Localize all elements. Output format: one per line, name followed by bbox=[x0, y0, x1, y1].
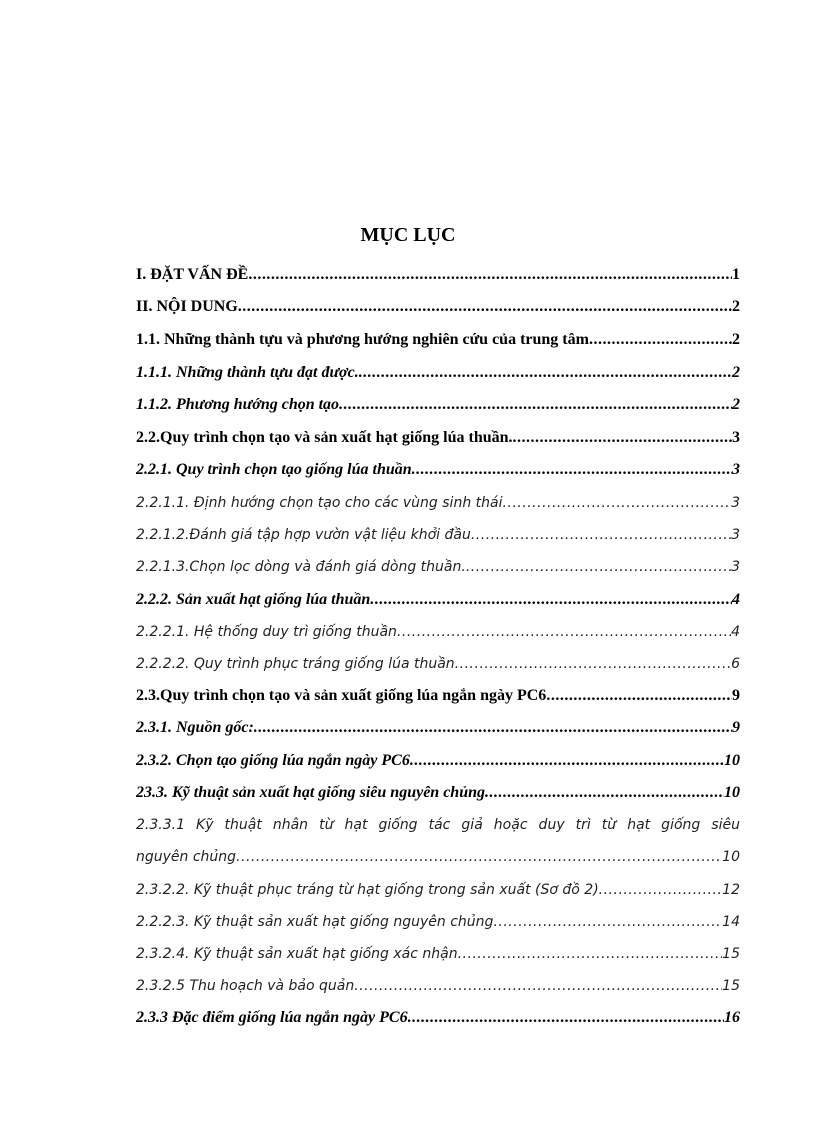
toc-entry bbox=[136, 879, 740, 901]
toc-entry-text: 1.1.2. Phương hướng chọn tạo bbox=[136, 396, 340, 413]
page-title: MỤC LỤC bbox=[360, 224, 456, 246]
toc-entry bbox=[136, 362, 740, 384]
toc-entry-page: 6 bbox=[731, 656, 740, 672]
toc-entry-text: 1.1. Những thành tựu và phương hướng nghiên cứu của trung tâm bbox=[136, 331, 589, 348]
toc-entry bbox=[136, 621, 740, 643]
toc-entry bbox=[136, 685, 740, 707]
toc-entry-text: 2.3.3 Đặc điểm giống lúa ngắn ngày PC6 bbox=[136, 1009, 408, 1026]
toc-leader-dots bbox=[471, 524, 731, 546]
toc-entry-page: 3 bbox=[732, 429, 740, 446]
toc-entry-page: 3 bbox=[732, 461, 740, 478]
toc-leader-dots bbox=[458, 943, 723, 965]
toc-leader-dots bbox=[359, 362, 732, 384]
toc-entry-page: 15 bbox=[722, 978, 740, 994]
toc-entry-text: 2.3.Quy trình chọn tạo và sản xuất giống lúa ngắn ngày PC6 bbox=[136, 687, 547, 704]
toc-entry-text: 2.2.Quy trình chọn tạo và sản xuất hạt giống lúa thuần. bbox=[136, 429, 513, 446]
toc-leader-dots bbox=[513, 427, 732, 449]
toc-entry-text: 2.3.2.5 Thu hoạch và bảo quản bbox=[136, 978, 355, 994]
toc-leader-dots bbox=[236, 846, 722, 868]
toc-leader-dots bbox=[546, 685, 732, 707]
toc-leader-dots bbox=[408, 1007, 724, 1029]
toc-entry bbox=[136, 846, 740, 868]
toc-entry-page: 10 bbox=[724, 784, 740, 801]
toc-entry-text: II. NỘI DUNG bbox=[136, 298, 238, 315]
toc-entry-first-line: 2.3.3.1 Kỹ thuật nhân từ hạt giống tác giả hoặc duy trì từ hạt giống siêu bbox=[136, 817, 740, 833]
toc-entry-text: 2.2.2.3. Kỹ thuật sản xuất hạt giống nguyên chủng bbox=[136, 914, 494, 930]
toc-entry-page: 3 bbox=[731, 495, 740, 511]
toc-entry-text: 2.2.1.2.Đánh giá tập hợp vườn vật liệu khởi đầu bbox=[136, 527, 471, 543]
toc-entry-page: 3 bbox=[731, 527, 740, 543]
toc-entry bbox=[136, 782, 740, 804]
toc-entry bbox=[136, 329, 740, 351]
toc-leader-dots bbox=[599, 879, 723, 901]
toc-leader-dots bbox=[493, 911, 722, 933]
toc-leader-dots bbox=[254, 717, 732, 739]
toc-entry-page: 9 bbox=[732, 687, 740, 704]
toc-entry-page: 16 bbox=[724, 1009, 740, 1026]
toc-entry-page: 2 bbox=[732, 396, 740, 413]
toc-entry bbox=[136, 750, 740, 772]
toc-leader-dots bbox=[466, 556, 731, 578]
toc-entry-text: 2.2.2. Sản xuất hạt giống lúa thuần bbox=[136, 591, 371, 608]
toc-entry-text: 23.3. Kỹ thuật sản xuất hạt giống siêu nguyên chủng bbox=[136, 784, 485, 801]
toc-entry bbox=[136, 492, 740, 514]
toc-entry bbox=[136, 589, 740, 611]
toc-entry-page: 3 bbox=[731, 559, 740, 575]
toc-entry bbox=[136, 975, 740, 997]
toc-entry-page: 12 bbox=[722, 882, 740, 898]
toc-entry-text: 2.2.2.2. Quy trình phục tráng giống lúa thuần bbox=[136, 656, 455, 672]
toc-leader-dots bbox=[370, 589, 732, 611]
toc-entry bbox=[136, 653, 740, 675]
toc-entry bbox=[136, 943, 740, 965]
toc-entry bbox=[136, 264, 740, 286]
toc-leader-dots bbox=[410, 750, 724, 772]
toc-entry-text: 2.3.1. Nguồn gốc: bbox=[136, 719, 254, 736]
toc-entry-page: 4 bbox=[731, 624, 740, 640]
toc-entry-text: 2.2.1. Quy trình chọn tạo giống lúa thuần bbox=[136, 461, 412, 478]
toc-leader-dots bbox=[502, 492, 731, 514]
toc-entry-text: 2.2.1.3.Chọn lọc dòng và đánh giá dòng thuần. bbox=[136, 559, 466, 575]
toc-entry bbox=[136, 556, 740, 578]
toc-entry bbox=[136, 459, 740, 481]
toc-entry-text: 2.2.2.1. Hệ thống duy trì giống thuần bbox=[136, 624, 397, 640]
toc-leader-dots bbox=[339, 394, 732, 416]
toc-leader-dots bbox=[397, 621, 731, 643]
toc-entry-page: 1 bbox=[732, 266, 740, 283]
toc-entry-text: I. ĐẶT VẤN ĐỀ bbox=[136, 266, 249, 283]
toc-entry bbox=[136, 1007, 740, 1029]
toc-leader-dots bbox=[238, 296, 732, 318]
toc-entry-text: 2.2.1.1. Định hướng chọn tạo cho các vùng sinh thái bbox=[136, 495, 503, 511]
toc-leader-dots bbox=[248, 264, 732, 286]
toc-entry-page: 15 bbox=[722, 946, 740, 962]
toc-entry-page: 10 bbox=[724, 752, 740, 769]
toc-entry bbox=[136, 911, 740, 933]
toc-entry-page: 2 bbox=[732, 331, 740, 348]
toc-entry bbox=[136, 394, 740, 416]
toc-entry bbox=[136, 524, 740, 546]
toc-leader-dots bbox=[354, 975, 722, 997]
toc-entry-text: 2.3.2. Chọn tạo giống lúa ngắn ngày PC6 bbox=[136, 752, 410, 769]
toc-entry bbox=[136, 427, 740, 449]
toc-entry-page: 9 bbox=[732, 719, 740, 736]
toc-entry-text: 2.3.2.4. Kỹ thuật sản xuất hạt giống xác nhận bbox=[136, 946, 458, 962]
toc-entry bbox=[136, 717, 740, 739]
toc-entry bbox=[136, 296, 740, 318]
toc-entry-page: 10 bbox=[722, 849, 740, 865]
toc-entry-page: 2 bbox=[732, 364, 740, 381]
toc-leader-dots bbox=[412, 459, 732, 481]
toc-leader-dots bbox=[589, 329, 732, 351]
toc-leader-dots bbox=[485, 782, 724, 804]
toc-entry-page: 4 bbox=[732, 591, 740, 608]
toc-entry-page: 14 bbox=[722, 914, 740, 930]
toc-entry-text: 2.3.2.2. Kỹ thuật phục tráng từ hạt giống trong sản xuất (Sơ đồ 2) bbox=[136, 882, 599, 898]
toc-entry-text: 1.1.1. Những thành tựu đạt được. bbox=[136, 364, 359, 381]
toc-entry-page: 2 bbox=[732, 298, 740, 315]
toc-entry-text: nguyên chủng bbox=[136, 849, 237, 865]
toc-leader-dots bbox=[455, 653, 731, 675]
